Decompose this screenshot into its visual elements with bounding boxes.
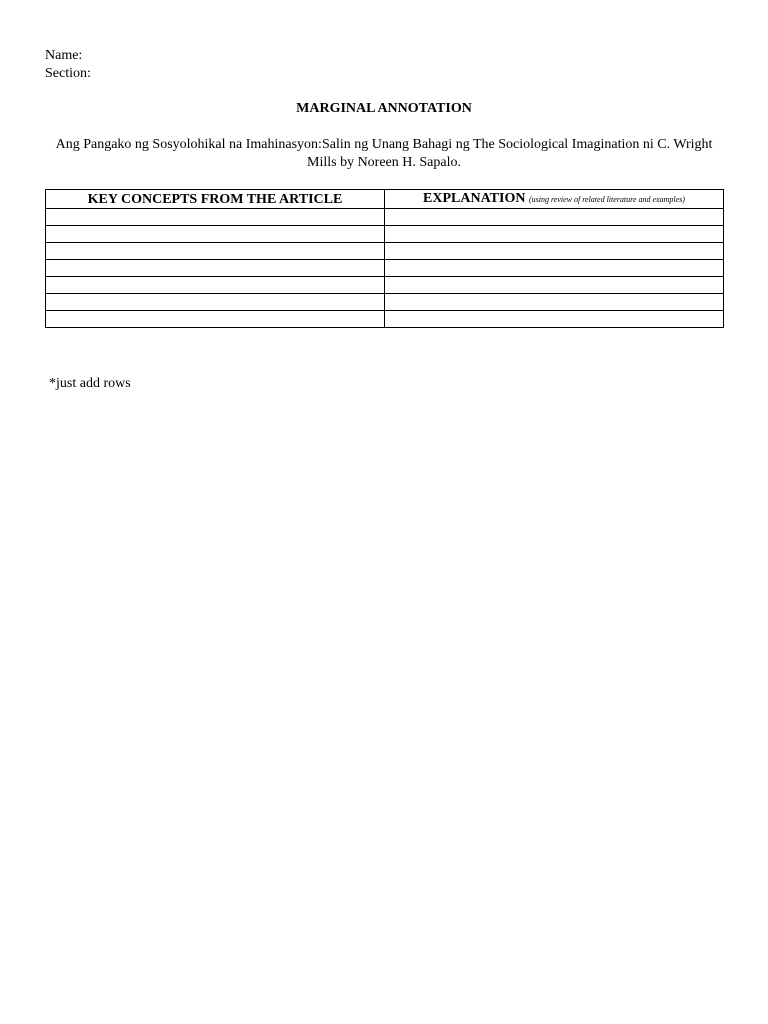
key-concept-cell[interactable] [46, 294, 385, 311]
explanation-cell[interactable] [385, 243, 724, 260]
section-label: Section: [45, 66, 91, 81]
footnote: *just add rows [49, 376, 131, 391]
document-subtitle: Ang Pangako ng Sosyolohikal na Imahinasyon:Salin ng Unang Bahagi ng The Sociological Imagination ni C. Wright Mills by Noreen H. Sapalo. [55, 137, 713, 170]
explanation-header [385, 190, 724, 209]
table-row [46, 311, 724, 328]
key-concept-cell[interactable] [46, 311, 385, 328]
key-concept-cell[interactable] [46, 209, 385, 226]
key-concept-cell[interactable] [46, 277, 385, 294]
explanation-cell[interactable] [385, 311, 724, 328]
explanation-cell[interactable] [385, 294, 724, 311]
key-concepts-header-text: KEY CONCEPTS FROM THE ARTICLE [87, 191, 343, 207]
annotation-table [45, 189, 724, 328]
table-row [46, 260, 724, 277]
key-concept-cell[interactable] [46, 260, 385, 277]
explanation-header-text: EXPLANATION [423, 191, 526, 206]
table-row [46, 209, 724, 226]
explanation-cell[interactable] [385, 277, 724, 294]
key-concepts-header [46, 190, 385, 209]
explanation-cell[interactable] [385, 209, 724, 226]
key-concept-cell[interactable] [46, 243, 385, 260]
key-concept-cell[interactable] [46, 226, 385, 243]
explanation-cell[interactable] [385, 226, 724, 243]
table-row [46, 243, 724, 260]
table-row [46, 294, 724, 311]
explanation-note: (using review of related literature and examples) [528, 195, 685, 204]
explanation-cell[interactable] [385, 260, 724, 277]
document-title: MARGINAL ANNOTATION [296, 101, 472, 116]
table-row [46, 226, 724, 243]
name-label: Name: [45, 48, 83, 63]
table-row [46, 277, 724, 294]
table-header-row [46, 190, 724, 209]
